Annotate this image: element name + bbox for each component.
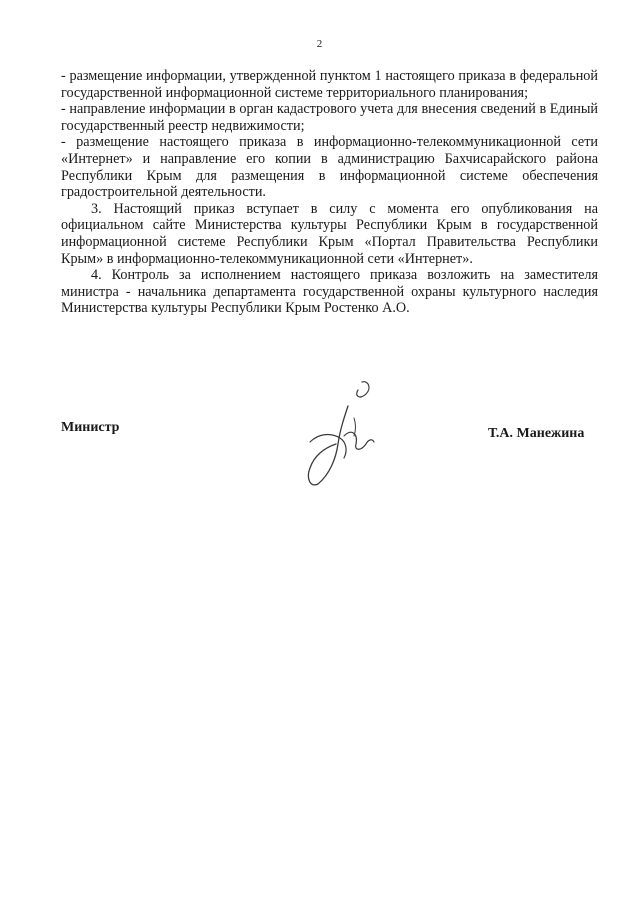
document-body xyxy=(61,68,598,317)
signatory-name: Т.А. Манежина xyxy=(488,426,585,441)
paragraph-item-cadastre: - направление информации в орган кадастрового учета для внесения сведений в Единый государственный реестр недвижимости; xyxy=(61,101,598,134)
signatory-title: Министр xyxy=(61,420,120,435)
handwritten-signature xyxy=(296,378,386,490)
paragraph-item-4: 4. Контроль за исполнением настоящего приказа возложить на заместителя министра - начальника департамента государственной охраны культурного наследия Министерства культуры Республики Крым Ростенко А.О. xyxy=(61,267,598,317)
paragraph-item-posting: - размещение информации, утвержденной пунктом 1 настоящего приказа в федеральной государственной информационной системе территориального планирования; xyxy=(61,68,598,101)
paragraph-item-3: 3. Настоящий приказ вступает в силу с момента его опубликования на официальном сайте Министерства культуры Республики Крым в государственной информационной системе Республики Крым «Портал Правительства Республики Крым» в информационно-телекоммуникационной сети «Интернет». xyxy=(61,200,598,267)
paragraph-item-internet-posting: - размещение настоящего приказа в информационно-телекоммуникационной сети «Интернет» и направление его копии в администрацию Бахчисарайского района Республики Крым для размещения в информационной системе обеспечения градостроительной деятельности. xyxy=(61,134,598,201)
page-number: 2 xyxy=(316,38,323,50)
